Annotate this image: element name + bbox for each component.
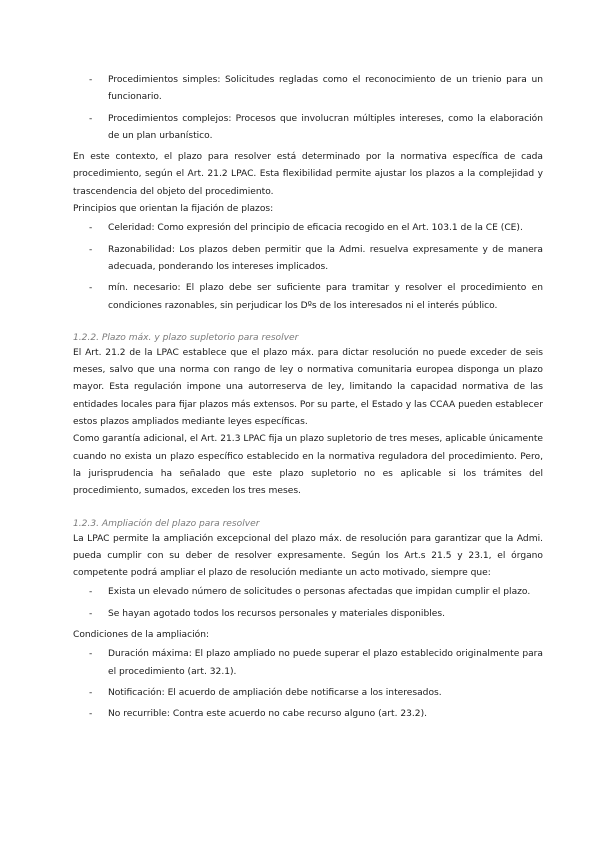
principles-intro: Principios que orientan la fijación de plazos:	[73, 204, 274, 215]
list-item: - Celeridad: Como expresión del principio de eficacia recogido en el Art. 103.1 de la CE (CE).	[89, 223, 523, 234]
list-item: - Duración máxima: El plazo ampliado no puede superar el plazo establecido originalmente para el procedimiento (art. 32.1).	[89, 649, 543, 677]
principles-list	[73, 220, 543, 314]
section-1-2-2-paragraph-2: Como garantía adicional, el Art. 21.3 LPAC fija un plazo supletorio de tres meses, aplicable únicamente cuando no exista un plazo específico establecido en la normativa reguladora del procedimiento. Pero, la jurisprudencia ha señalado que este plazo supletorio no es aplicable si los trámites del procedimiento, sumados, exceden los tres meses.	[73, 434, 543, 497]
list-item: - Exista un elevado número de solicitudes o personas afectadas que impidan cumplir el plazo.	[89, 587, 531, 598]
document-page	[73, 72, 543, 728]
list-item: - No recurrible: Contra este acuerdo no cabe recurso alguno (art. 23.2).	[89, 709, 428, 720]
ampliacion-rules-list	[73, 646, 543, 723]
list-item: - Razonabilidad: Los plazos deben permitir que la Admi. resuelva expresamente y de manera adecuada, ponderando los intereses implicados.	[89, 244, 543, 272]
section-1-2-2-paragraph-1: El Art. 21.2 de la LPAC establece que el plazo máx. para dictar resolución no puede exceder de seis meses, salvo que una norma con rango de ley o normativa comunitaria europea disponga un plazo mayor. Esta regulación impone una autorreserva de ley, limitando la capacidad normativa de las entidades locales para fijar plazos más extensos. Por su parte, el Estado y las CCAA pueden establecer estos plazos ampliados mediante leyes específicas.	[73, 347, 543, 428]
list-item: - Procedimientos simples: Solicitudes regladas como el reconocimiento de un trienio para un funcionario.	[89, 75, 543, 103]
procedure-types-list	[73, 72, 543, 145]
list-item: - mín. necesario: El plazo debe ser suficiente para tramitar y resolver el procedimiento en condiciones razonables, sin perjudicar los Dºs de los interesados ni el interés público.	[89, 283, 543, 311]
list-item: - Procedimientos complejos: Procesos que involucran múltiples intereses, como la elaboración de un plan urbanístico.	[89, 113, 543, 141]
list-item: - Se hayan agotado todos los recursos personales y materiales disponibles.	[89, 608, 445, 619]
section-heading-1-2-3: 1.2.3. Ampliación del plazo para resolver	[73, 518, 260, 529]
section-heading-1-2-2: 1.2.2. Plazo máx. y plazo supletorio para resolver	[73, 332, 299, 343]
conditions-intro: Condiciones de la ampliación:	[73, 630, 210, 641]
ampliacion-conditions-list	[73, 584, 543, 623]
list-item: - Notificación: El acuerdo de ampliación debe notificarse a los interesados.	[89, 687, 442, 698]
context-paragraph: En este contexto, el plazo para resolver está determinado por la normativa específica de cada procedimiento, según el Art. 21.2 LPAC. Esta flexibilidad permite ajustar los plazos a la complejidad y trascendencia del objeto del procedimiento.	[73, 152, 543, 197]
section-1-2-3-paragraph-1: La LPAC permite la ampliación excepcional del plazo máx. de resolución para garantizar que la Admi. pueda cumplir con su deber de resolver expresamente. Según los Art.s 21.5 y 23.1, el órgano competente podrá ampliar el plazo de resolución mediante un acto motivado, siempre que:	[73, 533, 543, 579]
